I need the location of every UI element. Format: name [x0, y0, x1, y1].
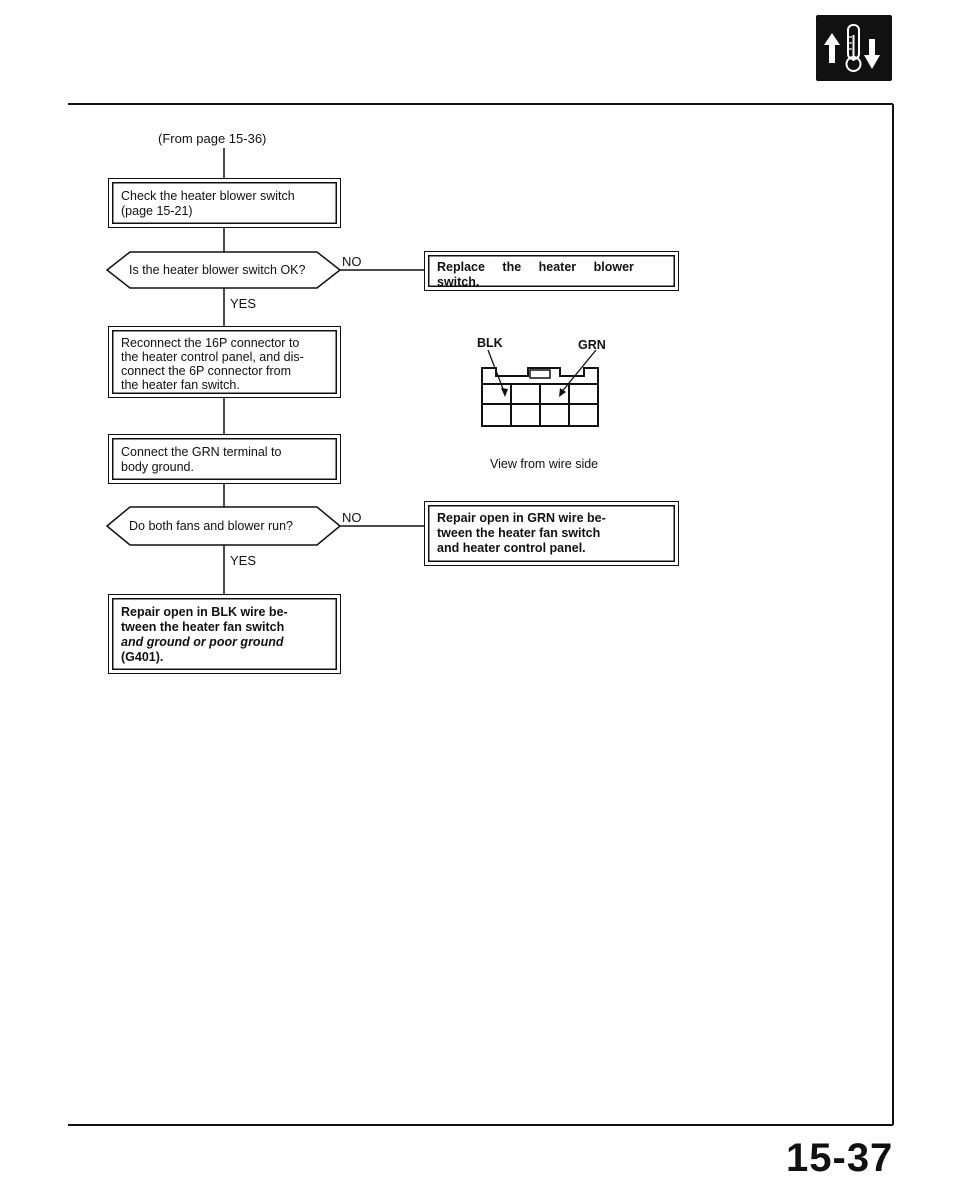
step-connect-grn-ground: [108, 434, 341, 484]
decision1-no-label: NO: [342, 254, 362, 269]
step-text: Replace the heater blower: [437, 260, 634, 274]
connector-label-blk: BLK: [477, 336, 503, 350]
step-text: (G401).: [121, 650, 164, 664]
step-check-blower-switch: [108, 178, 341, 228]
step-text: and heater control panel.: [437, 541, 586, 555]
step-text: connect the 6P connector from: [121, 364, 292, 378]
step-text: Check the heater blower switch: [121, 189, 295, 203]
decision2-no-label: NO: [342, 510, 362, 525]
decision-question-1: Is the heater blower switch OK?: [129, 263, 306, 277]
step-text: Repair open in BLK wire be-: [121, 605, 288, 619]
step-reconnect-connectors: [108, 326, 341, 398]
decision1-yes-label: YES: [230, 296, 257, 311]
step-text: the heater fan switch.: [121, 378, 240, 392]
step-text: tween the heater fan switch: [437, 526, 601, 540]
step-text: Reconnect the 16P connector to: [121, 336, 300, 350]
step-text: the heater control panel, and dis-: [121, 350, 304, 364]
connector-6p-drawing: [482, 350, 598, 426]
step-text: body ground.: [121, 460, 194, 474]
step-text: switch.: [437, 275, 480, 289]
decision2-yes-label: YES: [230, 553, 257, 568]
step-text: Repair open in GRN wire be-: [437, 511, 606, 525]
step-text: tween the heater fan switch: [121, 620, 285, 634]
step-text: and ground or poor ground: [121, 635, 284, 649]
step-text: Connect the GRN terminal to: [121, 445, 282, 459]
action-repair-grn-wire: [424, 501, 679, 566]
action-replace-blower-switch: [424, 251, 679, 291]
connector-label-grn: GRN: [578, 338, 606, 352]
step-text: (page 15-21): [121, 204, 193, 218]
decision-question-2: Do both fans and blower run?: [129, 519, 293, 533]
from-page-reference: (From page 15-36): [158, 131, 267, 146]
connector-caption: View from wire side: [490, 457, 599, 471]
action-repair-blk-wire: [108, 594, 341, 674]
page-number: 15-37: [786, 1136, 894, 1180]
